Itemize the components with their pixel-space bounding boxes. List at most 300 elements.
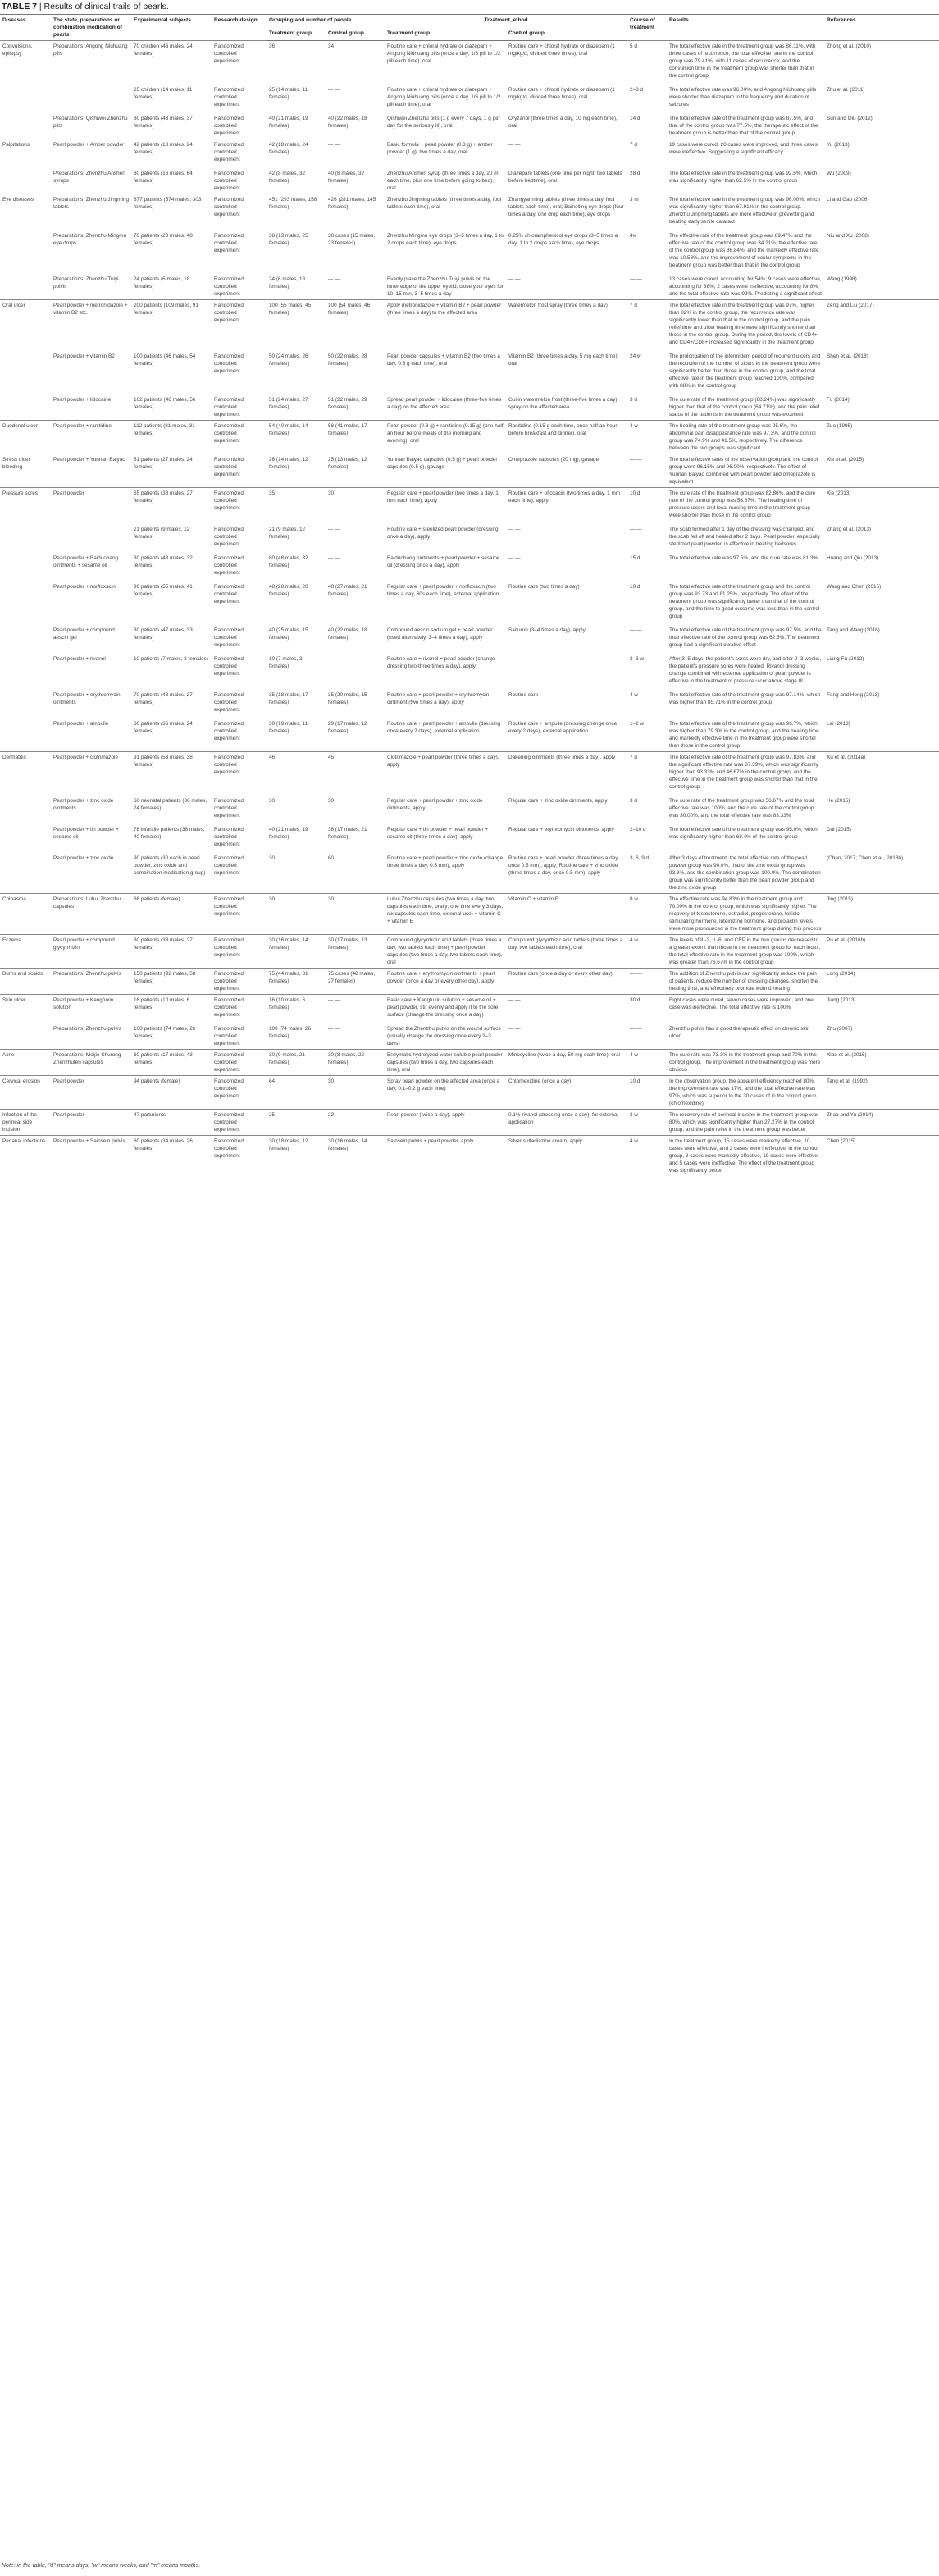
col-course: Course of treatment (627, 15, 667, 41)
cell-disease (0, 549, 51, 578)
cell-reference: Xie et al. (2015) (824, 454, 939, 488)
cell-subjects: 47 parturients (131, 1110, 212, 1136)
cell-state: Preparations: Zhenzhu Tuiyi pulvis (53, 276, 119, 290)
table-row (0, 194, 939, 228)
cell-subjects: 91 patients (53 males, 38 females) (131, 752, 212, 793)
cell-disease: Burns and scalds (0, 969, 51, 995)
table-row (0, 1050, 939, 1076)
cell-subjects: 80 patients (48 males, 32 females) (134, 555, 193, 568)
cell-treatment-group: 46 (267, 752, 326, 793)
cell-subjects: 66 patients (female) (131, 894, 212, 935)
cell-control-method: Oryzanol (three times a day, 10 mg each time), oral (508, 116, 618, 129)
cell-control-method: Routine care + ofloxacin (two times a day, 1 mm each time), apply (506, 488, 627, 522)
cell-reference: Zhu et al. (2011) (827, 87, 865, 93)
cell-treatment-method: Qishiwei Zhenzhu pills (1 g every 7 days, 1 g per day for the seriously ill), oral (387, 116, 500, 129)
cell-state: Pearl powder + compound aescin gel (53, 627, 115, 641)
cell-disease: Chloasma (0, 894, 51, 935)
table-row (0, 935, 939, 969)
cell-disease: Convulsions, epilepsy (0, 41, 51, 82)
table-row (0, 227, 939, 271)
cell-control-method: — — (508, 656, 521, 662)
cell-results: The cure rate of the treatment group was 82.86%, and the cure rate of the control group was 56.67%. The healing time of pressure ulcers and local nursing time in the treatment group were shorter than those in the control group (667, 488, 824, 522)
cell-reference: Xie (2013) (824, 488, 939, 522)
cell-reference: Zhang et al. (2013) (827, 527, 872, 532)
cell-control-group: 40 (22 males, 18 females) (328, 116, 367, 129)
cell-design: Randomized controlled experiment (212, 194, 267, 228)
cell-treatment-group: 30 (269, 798, 276, 804)
cell-subjects: 70 children (46 males, 24 females) (131, 41, 212, 82)
cell-state: Pearl powder + compound glycyrrhizin (51, 935, 131, 969)
cell-course: 4w (630, 233, 637, 239)
cell-treatment-method: Compound glycyrrhizic acid tablets (three times a day, two tablets each time) + pearl powder capsules (two times a day, two tablets each time), oral (385, 935, 506, 969)
cell-control-group: 40 (22 males, 18 females) (328, 627, 367, 641)
cell-control-group: 38 cases (15 males, 23 females) (328, 233, 376, 246)
cell-state: Preparations: Zhenzhu Mingmu eye drops (53, 233, 127, 246)
cell-subjects: 200 patients (109 males, 91 females) (131, 300, 212, 349)
cell-subjects: 60 patients (36 males, 24 females) (134, 721, 193, 734)
cell-disease (0, 348, 51, 391)
cell-subjects: 102 patients (46 males, 56 females) (134, 397, 196, 410)
cell-design: Randomized controlled experiment (214, 87, 244, 107)
cell-reference: Jiang (2013) (824, 995, 939, 1021)
cell-control-group: 30 (328, 798, 335, 804)
cell-subjects: 94 patients (female) (131, 1076, 212, 1110)
cell-results: 19 cases were cured, 20 cases were improved, and three cases were ineffective. Suggesting a significant efficacy (667, 139, 824, 166)
cell-course: 4 w (627, 1050, 667, 1076)
cell-control-method: Routine care + chloral hydrate or diazepam (1 mg/kg/d, divided three times), oral (508, 87, 615, 100)
cell-design: Randomized controlled experiment (214, 656, 244, 677)
cell-reference: Zhao and Yu (2014) (824, 1110, 939, 1136)
cell-state: Pearl powder + Kangfuxin solution (51, 995, 131, 1021)
cell-design: Randomized controlled experiment (212, 488, 267, 522)
cell-state: Pearl powder (51, 1076, 131, 1110)
cell-design: Randomized controlled experiment (212, 969, 267, 995)
cell-treatment-group: 30 (19 males, 11 females) (269, 721, 308, 734)
table-row (0, 715, 939, 752)
cell-disease (0, 391, 51, 421)
cell-course: 14 d (630, 116, 640, 121)
cell-course: 10 d (627, 1076, 667, 1110)
cell-treatment-group: 40 (21 males, 19 females) (269, 116, 308, 129)
cell-treatment-method: Zhenzhu Mingmu eye drops (3–5 times a day, 1 to 2 drops each time), eye drops (387, 233, 504, 246)
cell-subjects: 100 patients (74 males, 26 females) (134, 1026, 196, 1039)
cell-state: Pearl powder + ranitidine (51, 421, 131, 454)
cell-treatment-method: Pearl powder (twice a day), apply (385, 1110, 506, 1136)
cell-subjects: 90 patients (30 each in pearl powder, zinc oxide and combination medication group) (134, 855, 206, 876)
cell-treatment-group: 30 (267, 894, 326, 935)
cell-disease: Stress ulcer bleeding (0, 454, 51, 488)
cell-reference: He (2015) (827, 798, 850, 804)
cell-disease: Skin ulcer (0, 995, 51, 1021)
cell-course: 28 d (630, 171, 640, 176)
cell-treatment-method: Evenly place the Zhenzhu Tuiyi pulvis on the inner edge of the upper eyelid, close your eyes for 10–15 min, 3–5 times a day (387, 276, 504, 297)
cell-treatment-group: 75 (44 males, 31 females) (267, 969, 326, 995)
table-note: Note: in the table, "d" means days, "w" means weeks, and "m" means months. (2, 2563, 201, 2569)
cell-treatment-group: 24 (6 males, 18 females) (269, 276, 306, 290)
cell-state: Preparations: Zhenzhu Jingming tablets (51, 194, 131, 228)
cell-treatment-method: Luhui Zhenzhu capsules (two times a day, two capsules each time, orally; one time every 3 days, six capsules each time, external use) + vitamin C + vitamin E (385, 894, 506, 935)
cell-treatment-method: Routine care + pearl powder + ampulle (dressing once every 2 days), external application (387, 721, 501, 734)
cell-state: Pearl powder + Yunnan Baiyao (51, 454, 131, 488)
cell-results: In the treatment group, 15 cases were markedly effective, 10 cases were effective, and 2 cases were ineffective; in the control group, 8 cases were markedly effective, 19 cases were effective, and 5 cases were ineffective. The effect of the treatment group was significantly better (667, 1136, 824, 1177)
cell-state: Pearl powder + rivanol (53, 656, 106, 662)
cell-treatment-group: 25 (14 males, 11 females) (269, 87, 308, 100)
cell-treatment-method: Enzymatic hydrolyzed water-soluble pearl powder capsules (two times a day, two capsules each time), oral (385, 1050, 506, 1076)
cell-subjects: 65 patients (38 males, 27 females) (131, 488, 212, 522)
cell-design: Randomized controlled experiment (214, 798, 244, 818)
col-state: The state, preparations or combination medication of pearls (51, 15, 131, 41)
cell-state (51, 81, 131, 110)
cell-disease (0, 227, 51, 271)
cell-control-method: Watermelon frost spray (three times a day) (506, 300, 627, 349)
cell-course: 7 d (627, 300, 667, 349)
table-row (0, 421, 939, 454)
cell-disease: Duodenal ulcer (0, 421, 51, 454)
table-row (0, 271, 939, 300)
cell-treatment-group: 100 (55 males, 45 females) (267, 300, 326, 349)
cell-treatment-group: 30 (18 males, 12 females) (267, 1136, 326, 1177)
cell-control-method: Vitamin B2 (three times a day, 5 mg each time), oral (508, 353, 619, 367)
cell-state: Pearl powder + ampulle (53, 721, 109, 727)
cell-course: 4 w (627, 935, 667, 969)
cell-design: Randomized controlled experiment (214, 116, 244, 136)
cell-state: Pearl powder + clotrimazole (51, 752, 131, 793)
cell-treatment-group: 54 (40 males, 14 females) (267, 421, 326, 454)
table-row (0, 41, 939, 82)
cell-course: — — (627, 969, 667, 995)
table-row (0, 348, 939, 391)
cell-treatment-method: Routine care + pearl powder + zinc oxide (change three times a day, 0.5 mm), apply (387, 855, 504, 869)
cell-results: In the observation group, the apparent efficiency reached 80%, the improvement rate was 17%, and the total effective rate was 97%, which was superior to the 30 cases of in the control group (chlorhexidine) (667, 1076, 824, 1110)
cell-design: Randomized controlled experiment (212, 421, 267, 454)
cell-state: Pearl powder + Baiduobang ointments + sesame oil (53, 555, 119, 568)
cell-control-group: — — (328, 555, 340, 561)
cell-reference: Yu (2013) (824, 139, 939, 166)
col-design: Research design (212, 15, 267, 41)
cell-state: Preparations: Zhenzhu Anshen syrups (53, 171, 125, 184)
cell-control-method: Routine care + chloral hydrate or diazepam (1 mg/kg/d, divided three times), oral (506, 41, 627, 82)
cell-control-method: 0.25% chloramphenicol eye drops (3–5 times a day, 1 to 2 drops each time), eye drops (508, 233, 618, 246)
cell-state: Pearl powder + lidocaine (53, 397, 112, 403)
cell-control-group: 29 (17 males, 12 females) (328, 721, 367, 734)
cell-control-method: — — (506, 995, 627, 1021)
col-subjects: Experimental subjects (131, 15, 212, 41)
cell-reference: Shen et al. (2018) (827, 353, 868, 359)
cell-treatment-group: 38 (13 males, 25 females) (269, 233, 308, 246)
cell-control-group: 50 (22 males, 28 females) (328, 353, 367, 367)
cell-subjects: 877 patients (574 males, 303 females) (131, 194, 212, 228)
cell-results: The total effective rate in the treatment group was 86.11%, with three cases of recurrence; the total effective rate in the control group was 79.41%, with 11 cases of recurrence; and the convulsion time in the treatment group was shorter than that in the control group (667, 41, 824, 82)
cell-treatment-method: Routine care + erythromycin ointments + pearl powder (once a day or every other day), apply (385, 969, 506, 995)
cell-treatment-group: 40 (21 males, 19 females) (269, 827, 308, 840)
cell-design: Randomized controlled experiment (212, 1050, 267, 1076)
cell-course: — — (630, 276, 642, 282)
cell-control-group: 40 (8 males, 32 females) (328, 171, 365, 184)
cell-treatment-method: Routine care + chloral hydrate or diazepam + Angong Niuhuang pills (once a day, 1/6 pill to 1/2 pill each time), oral (385, 41, 506, 82)
table-row (0, 821, 939, 850)
cell-course: 7 d (627, 139, 667, 166)
cell-control-method: Routine care + pearl powder (three times a day, once 0.5 mm), apply; Routine care + zinc oxide (three times a day, once 0.5 mm), apply (508, 855, 619, 876)
cell-results: The cure rate was 73.3% in the treatment group and 70% in the control group. The improvement in the treatment group was more obvious (667, 1050, 824, 1076)
table-label: TABLE 7 (2, 2, 37, 11)
cell-treatment-group: 35 (267, 488, 326, 522)
cell-reference: Li and Gao (2006) (824, 194, 939, 228)
cell-control-method: 0.1% rivanol (dressing once a day), for external application (506, 1110, 627, 1136)
cell-results: The total effective rate was 96.00%, and Angong Niuhuang pills were shorter than diazepam in the frequency and duration of seizures (669, 87, 817, 107)
cell-treatment-group: 42 (18 males, 24 females) (267, 139, 326, 166)
cell-results: The total effective rate in the treatment group was 96.00%, which was significantly higher than 67.91% in the control group. Zhenzhu Jingming tablets are more effective in preventing and treating early senile cataract (667, 194, 824, 228)
cell-reference: Fu (2014) (827, 397, 850, 403)
table-row (0, 995, 939, 1021)
table-row (0, 165, 939, 194)
cell-state: Preparations: Angong Niuhuang pills (51, 41, 131, 82)
cell-control-group: — — (328, 87, 340, 93)
cell-results: The cure rate of the treatment group was 56.67% and the total effective rate was 100%, and the cure rate of the control group was 30.00%, and the total effective rate was 83.33% (669, 798, 814, 818)
cell-design: Randomized controlled experiment (214, 721, 244, 741)
cell-reference: Chen (2015) (824, 1136, 939, 1177)
col-treatment-group-method: Treatment group (385, 28, 506, 41)
cell-disease: Palpitations (0, 139, 51, 166)
cell-control-method: Saifurun (3–4 times a day), apply (508, 627, 586, 633)
cell-disease: Perianal infections (0, 1136, 51, 1177)
cell-disease (0, 821, 51, 850)
cell-state: Pearl powder (51, 488, 131, 522)
cell-subjects: 100 patients (46 males, 54 females) (134, 353, 196, 367)
cell-control-method: Regular care + erythromycin ointments, apply (508, 827, 614, 832)
cell-treatment-group: 21 (9 males, 12 females) (269, 527, 306, 540)
cell-control-method: Routine care (508, 692, 539, 698)
cell-course: — — (630, 527, 642, 532)
cell-results: The total effective rate in the treatment group was 97%, higher than 82% in the control group, the recurrence rate was significantly lower than that in the control group, and the pain relief time and ulcer healing time were significantly shorter than those in the control group. During the period, the levels of CD4+ and CD4+/CD8+ increased significantly in the treatment group (667, 300, 824, 349)
cell-disease: Infection of the perineal side incision (0, 1110, 51, 1136)
cell-reference: Pu et al. (2016b) (824, 935, 939, 969)
col-treatment-method: Treatment_ethod (385, 15, 627, 28)
table-body (0, 41, 939, 1177)
cell-disease (0, 578, 51, 622)
cell-design: Randomized controlled experiment (212, 454, 267, 488)
cell-state: Pearl powder + norfloxacin (53, 584, 116, 590)
table-row (0, 1136, 939, 1177)
cell-disease: Cervical erosion (0, 1076, 51, 1110)
cell-control-group: 30 (17 males, 13 females) (326, 935, 385, 969)
cell-treatment-group: 42 (8 males, 32 females) (269, 171, 306, 184)
cell-subjects: 112 patients (81 males, 31 females) (131, 421, 212, 454)
cell-control-group: — — (328, 1026, 340, 1032)
cell-design: Randomized controlled experiment (212, 752, 267, 793)
cell-control-method: Guilin watermelon frost (three-five times a day) spray on the affected area (508, 397, 618, 410)
cell-control-group: 25 (13 males, 12 females) (326, 454, 385, 488)
cell-course: 10 d (630, 584, 640, 590)
cell-design: Randomized controlled experiment (214, 233, 244, 253)
cell-treatment-method: Pearl powder (0.3 g) + ranitidine (0.15 g) (one half an hour before meals of the morning and evening), oral (385, 421, 506, 454)
cell-disease (0, 686, 51, 715)
cell-subjects: 60 neonatal patients (36 males, 24 females) (134, 798, 207, 811)
cell-treatment-method: Regular care + tin powder + pearl powder + sesame oil (three times a day), apply (387, 827, 489, 840)
cell-reference: Zhong et al. (2010) (824, 41, 939, 82)
cell-state: Preparations: Zhenzhu pulvis (53, 1026, 121, 1032)
cell-subjects: 51 patients (27 males, 24 females) (131, 454, 212, 488)
cell-control-method: Zhangyanming tablets (three times a day, four tablets each time), oral; Bainelling eye drops (four times a day, one drop each time), eye drops (506, 194, 627, 228)
cell-reference: Huang and Qiu (2013) (827, 555, 879, 561)
cell-design: Randomized controlled experiment (214, 692, 244, 713)
cell-reference: Zuo (1995) (824, 421, 939, 454)
cell-state: Pearl powder + metronidazole + vitamin B2 etc. (51, 300, 131, 349)
cell-design: Randomized controlled experiment (212, 300, 267, 349)
cell-design: Randomized controlled experiment (212, 1110, 267, 1136)
cell-subjects: 16 patients (10 males, 6 females) (131, 995, 212, 1021)
cell-state: Pearl powder (51, 1110, 131, 1136)
cell-course: 24 w (630, 353, 641, 359)
cell-subjects: 10 patients (7 males, 3 females) (134, 656, 208, 662)
cell-treatment-group: 51 (24 males, 27 females) (269, 397, 308, 410)
cell-course: 3 m (627, 194, 667, 228)
cell-results: The addition of Zhenzhu pulvis can significantly reduce the pain of patients, reduce the number of dressing changes, shorten the healing time, and effectively promote wound healing (667, 969, 824, 995)
cell-treatment-group: 48 (28 males, 20 females) (269, 584, 308, 597)
table-row (0, 792, 939, 821)
cell-reference: (Chen, 2017; Chen et al., 2018b) (827, 855, 904, 861)
cell-treatment-group: 100 (74 males, 26 females) (269, 1026, 312, 1039)
cell-results: The effective rate of the treatment group was 89.47% and the effective rate of the control group was 34.21%; the effective rate of the control group was 36.84%, and the markedly effective rate was 10.53%, and the improvement of ocular symptoms in the treatment group was better than that in the control group (669, 233, 819, 268)
cell-course: 2–3 w (630, 656, 645, 662)
cell-treatment-group: 30 (269, 855, 276, 861)
cell-control-method: Omeprazole capsules (20 mg), gavage (506, 454, 627, 488)
cell-results: After 3 days of treatment, the total effective rate of the pearl powder group was 90.0%, that of the zinc oxide group was 93.3%, and the combination group was 100.0%. The combination group was significantly better than the pearl powder group and the zinc oxide group (669, 855, 821, 891)
col-control-group-method: Control group (506, 28, 627, 41)
cell-control-method: Compound glycyrrhizic acid tablets (three times a day, two tablets each time), oral (506, 935, 627, 969)
cell-control-group: 48 (27 males, 21 females) (328, 584, 367, 597)
cell-disease (0, 271, 51, 300)
cell-course: — — (627, 454, 667, 488)
cell-subjects: 60 patients (34 males, 26 females) (131, 1136, 212, 1177)
col-diseases: Diseases (0, 15, 51, 41)
cell-reference: Jing (2015) (824, 894, 939, 935)
cell-subjects: 25 children (14 males, 11 females) (134, 87, 193, 100)
cell-results: Eight cases were cured, seven cases were improved, and one case was ineffective. The total effective rate is 100% (667, 995, 824, 1021)
cell-treatment-method: Regular care + pearl powder + norfloxacin (two times a day, 60s each time), external application (387, 584, 499, 597)
cell-treatment-method: Routine care + sterilized pearl powder (dressing once a day), apply (387, 527, 499, 540)
cell-course: 5 d (627, 41, 667, 82)
cell-subjects: 70 patients (43 males, 27 females) (134, 692, 193, 705)
cell-treatment-method: Regular care + pearl powder + zinc oxide ointments, apply (387, 798, 483, 811)
table-row (0, 686, 939, 715)
cell-reference: Niu and Xu (2008) (827, 233, 869, 239)
cell-course: 3 d (630, 397, 637, 403)
cell-course: 8 w (627, 894, 667, 935)
cell-course: 2–3 d (630, 87, 644, 93)
cell-control-group: — — (328, 656, 340, 662)
cell-course: 2 w (627, 1110, 667, 1136)
cell-control-group: 34 (326, 41, 385, 82)
cell-control-method: Routine care + ampulle (dressing change once every 2 days), external application (508, 721, 618, 734)
col-treatment-group: Treatment group (267, 28, 326, 41)
cell-subjects: 150 patients (92 males, 58 females) (131, 969, 212, 995)
cell-design: Randomized controlled experiment (212, 1136, 267, 1177)
cell-design: Randomized controlled experiment (212, 894, 267, 935)
cell-treatment-method: Sainsein pulvis + pearl powder, apply (385, 1136, 506, 1177)
table-row (0, 969, 939, 995)
cell-treatment-group: 30 (9 males, 21 females) (267, 1050, 326, 1076)
cell-results: The effective rate was 94.83% in the treatment group and 70.00% in the control group, which was significantly higher. The recovery of testosterone, estradiol, progesterone, follicle-stimulating hormone, luteinizing hormone, and prolactin levels were more pronounced in the treatment group during this process (667, 894, 824, 935)
cell-disease (0, 110, 51, 139)
cell-control-method: — — (508, 555, 521, 561)
cell-disease: Eczema (0, 935, 51, 969)
cell-subjects: 78 infantile patients (38 males, 40 females) (134, 827, 205, 840)
cell-disease (0, 650, 51, 686)
cell-control-group: — — (326, 139, 385, 166)
cell-reference: Tang and Wang (2016) (827, 627, 880, 633)
cell-disease (0, 81, 51, 110)
cell-control-method: Diazepam tablets (one time per night, two tablets before bedtime), oral (508, 171, 622, 184)
cell-reference: Zeng and Liu (2017) (824, 300, 939, 349)
cell-results: The total effective rate in the treatment group was 92.5%, which was significantly higher than 62.5% in the control group (669, 171, 818, 184)
cell-results: The recovery rate of perineal incision in the treatment group was 80%, which was significantly higher than 27.27% in the control group, and the pain relief in the treatment group was better (667, 1110, 824, 1136)
col-references: References (824, 15, 939, 41)
cell-control-group: 45 (326, 752, 385, 793)
cell-treatment-method: Apply metronidazole + vitamin B2 + pearl powder (three times a day) to the affected area (385, 300, 506, 349)
cell-control-group: 30 (326, 1076, 385, 1110)
table-row (0, 850, 939, 894)
cell-results: The total effective rates of the observation group and the control group were 96.15% and 96.00%, respectively. The effect of Yunnan Baiyao combined with pearl powder and omeprazole is equivalent (667, 454, 824, 488)
table-row (0, 578, 939, 622)
cell-results: The cure rate of the treatment group (88.24%) was significantly higher than that of the control group (64.71%), and the pain relief status of the patients in the treatment group was excellent (669, 397, 820, 417)
cell-treatment-method: Routine care + rivanol + pearl powder (change dressing two-three times a day), apply (387, 656, 495, 669)
cell-subjects: 24 patients (6 males, 18 females) (134, 276, 190, 290)
table-row (0, 81, 939, 110)
col-control-group: Control group (326, 28, 385, 41)
cell-results: The total effective rate of the treatment group was 87.5%, and that of the control group was 77.5%, the therapeutic effect of the treatment group is better than that of the control group (669, 116, 818, 136)
cell-control-method: — — (508, 276, 521, 282)
cell-design: Randomized controlled experiment (214, 627, 244, 648)
cell-control-method: Minocycline (twice a day, 50 mg each time), oral (506, 1050, 627, 1076)
cell-disease: Eye diseases (0, 194, 51, 228)
table-row (0, 110, 939, 139)
cell-course: 1–2 w (630, 721, 645, 727)
cell-design: Randomized controlled experiment (214, 171, 244, 191)
cell-treatment-method: Yunnan Baiyao capsules (0.5 g) + pearl powder capsules (0.5 g), gavage (385, 454, 506, 488)
cell-treatment-method: Basic formula + pearl powder (0.3 g) + amber powder (1 g), two times a day, oral (385, 139, 506, 166)
cell-design: Randomized controlled experiment (212, 995, 267, 1021)
cell-design: Randomized controlled experiment (212, 1076, 267, 1110)
cell-results: After 3–5 days, the patient's sores were dry, and after 2–3 weeks, the patient's pressure sores were healed. Rivanol dressing change combined with external application of pearl powder is effective in the treatment of pressure ulcer above stage III (669, 656, 822, 684)
cell-disease: Oral ulcer (0, 300, 51, 349)
cell-subjects: 21 patients (9 males, 12 females) (134, 527, 190, 540)
cell-treatment-method: Routine care + chloral hydrate or diazepam + Angong Niuhuang pills (once a day, 1/6 pill to 1/2 pill each time), oral (387, 87, 501, 107)
cell-state: Preparations: Zhenzhu pulvis (51, 969, 131, 995)
cell-reference: Wang (1998) (827, 276, 857, 282)
cell-treatment-group: 50 (24 males, 26 females) (269, 353, 308, 367)
col-results: Results (667, 15, 824, 41)
cell-course: — — (630, 1026, 642, 1032)
cell-reference: Lai (2013) (827, 721, 850, 727)
table-row (0, 521, 939, 549)
cell-treatment-method: Routine care + pearl powder + erythromycin ointment (two times a day), apply (387, 692, 490, 705)
cell-disease (0, 1020, 51, 1050)
cell-reference: Tang et al. (1992) (824, 1076, 939, 1110)
cell-treatment-method: Basic care + Kangfuxin solution + sesame oil + pearl powder, stir evenly and apply it to the sore surface (change the dressing once a day) (385, 995, 506, 1021)
cell-course: 4 w (630, 692, 638, 698)
table-row (0, 454, 939, 488)
cell-disease (0, 622, 51, 650)
cell-control-group: 426 (281 males, 145 females) (326, 194, 385, 228)
cell-results: 13 cases were cured, accounting for 54%; 9 cases were effective, accounting for 38%; 2 cases were ineffective, accounting for 8%; and the total effective rate was 92%. Predicting a significant effect (669, 276, 822, 297)
cell-results: The total effective rate of the treatment group was 97.5%, and the total effective rate of the control group was 62.5%. The treatment group had a significant curative effect (669, 627, 822, 648)
table-row (0, 391, 939, 421)
cell-control-method: Chlorhexidine (once a day) (506, 1076, 627, 1110)
cell-state: Pearl powder + erythromycin ointments (53, 692, 121, 705)
cell-results: The total effective rate of the treatment group was 96.7%, which was higher than 79.3% in the control group, and the healing time and markedly effective time in the treatment group were shorter than those in the control group (669, 721, 819, 749)
cell-control-group: 58 (41 males, 17 females) (326, 421, 385, 454)
cell-course: — — (630, 627, 642, 633)
